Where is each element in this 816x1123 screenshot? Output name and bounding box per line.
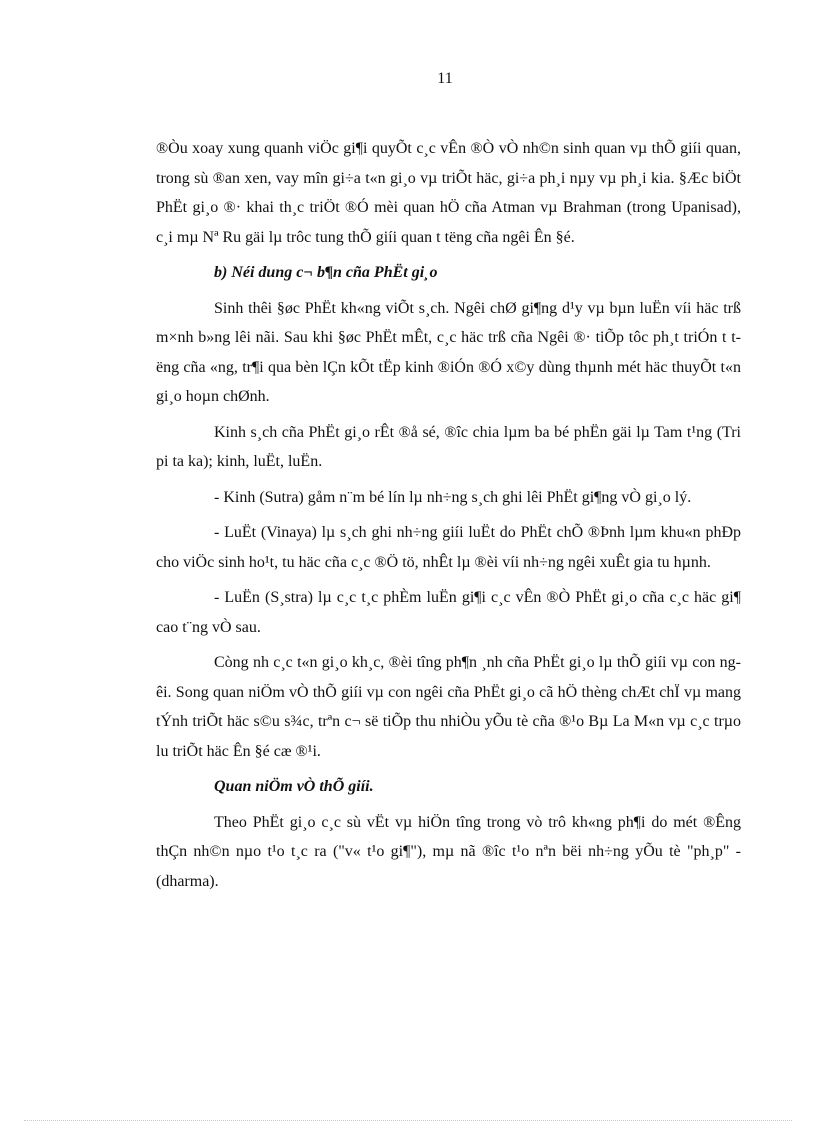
paragraph: ®Òu xoay xung quanh viÖc gi¶i quyÕt c¸c vÊn ®Ò vÒ nh©n sinh quan vµ thÕ giíi quan, trong sù ®an xen, vay mîn gi÷a t«n gi¸o vµ triÕt häc, gi÷a ph¸i nµy vµ ph¸i kia. §Æc biÖt PhËt gi¸o ®· khai th¸c triÖt ®Ó mèi quan hÖ cña Atman vµ Brahman (trong Upanisad), c¸i mµ Nª Ru gäi lµ trôc tung thÕ giíi quan t tëng cña ngêi Ên §é. <box>156 140 741 246</box>
list-item-kinh: - Kinh (Sutra) gåm n¨m bé lín lµ nh÷ng s¸ch ghi lêi PhËt gi¶ng vÒ gi¸o lý. <box>214 488 692 506</box>
paragraph: Kinh s¸ch cña PhËt gi¸o rÊt ®å sé, ®îc chia lµm ba bé phËn gäi lµ Tam t¹ng (Tri pi ta ka); kinh, luËt, luËn. <box>156 423 741 470</box>
paragraph: Theo PhËt gi¸o c¸c sù vËt vµ hiÖn tîng trong vò trô kh«ng ph¶i do mét ®Êng thÇn nh©n nµo t¹o t¸c ra ("v« t¹o gi¶"), mµ nã ®îc t¹o nªn bëi nh÷ng yÕu tè "ph¸p" - (dharma). <box>156 813 741 890</box>
document-body <box>156 134 741 902</box>
list-item-luan: - LuËn (S¸stra) lµ c¸c t¸c phÈm luËn gi¶i c¸c vÊn ®Ò PhËt gi¸o cña c¸c häc gi¶ cao t¨ng vÒ sau. <box>156 589 741 636</box>
paragraph: Sinh thêi §øc PhËt kh«ng viÕt s¸ch. Ngêi chØ gi¶ng d¹y vµ bµn luËn víi häc trß m×nh b»ng lêi nãi. Sau khi §øc PhËt mÊt, c¸c häc trß cña Ngêi ®· tiÕp tôc ph¸t triÓn t tëng cña «ng, tr¶i qua bèn lÇn kÕt tËp kinh ®iÓn ®Ó x©y dùng thµnh mét häc thuyÕt t«n gi¸o hoµn chØnh. <box>156 299 741 405</box>
page-bottom-divider <box>24 1120 792 1121</box>
section-heading: Quan niÖm vÒ thÕ giíi. <box>214 778 374 795</box>
paragraph: Còng nh c¸c t«n gi¸o kh¸c, ®èi tîng ph¶n ¸nh cña PhËt gi¸o lµ thÕ giíi vµ con ngêi. Song quan niÖm vÒ thÕ giíi vµ con ngêi cña PhËt gi¸o cã hÖ thèng chÆt chÏ vµ mang tÝnh triÕt häc s©u s¾c, trªn c¬ së tiÕp thu nhiÒu yÕu tè cña ®¹o Bµ La M«n vµ c¸c trµo lu triÕt häc Ên §é cæ ®¹i. <box>156 654 741 760</box>
section-heading: b) Néi dung c¬ b¶n cña PhËt gi¸o <box>214 264 438 281</box>
list-item-luat: - LuËt (Vinaya) lµ s¸ch ghi nh÷ng giíi luËt do PhËt chÕ ®Þnh lµm khu«n phÐp cho viÖc sinh ho¹t, tu häc cña c¸c ®Ö tö, nhÊt lµ ®èi víi nh÷ng ngêi xuÊt gia tu hµnh. <box>156 524 741 571</box>
page-number: 11 <box>437 70 453 87</box>
